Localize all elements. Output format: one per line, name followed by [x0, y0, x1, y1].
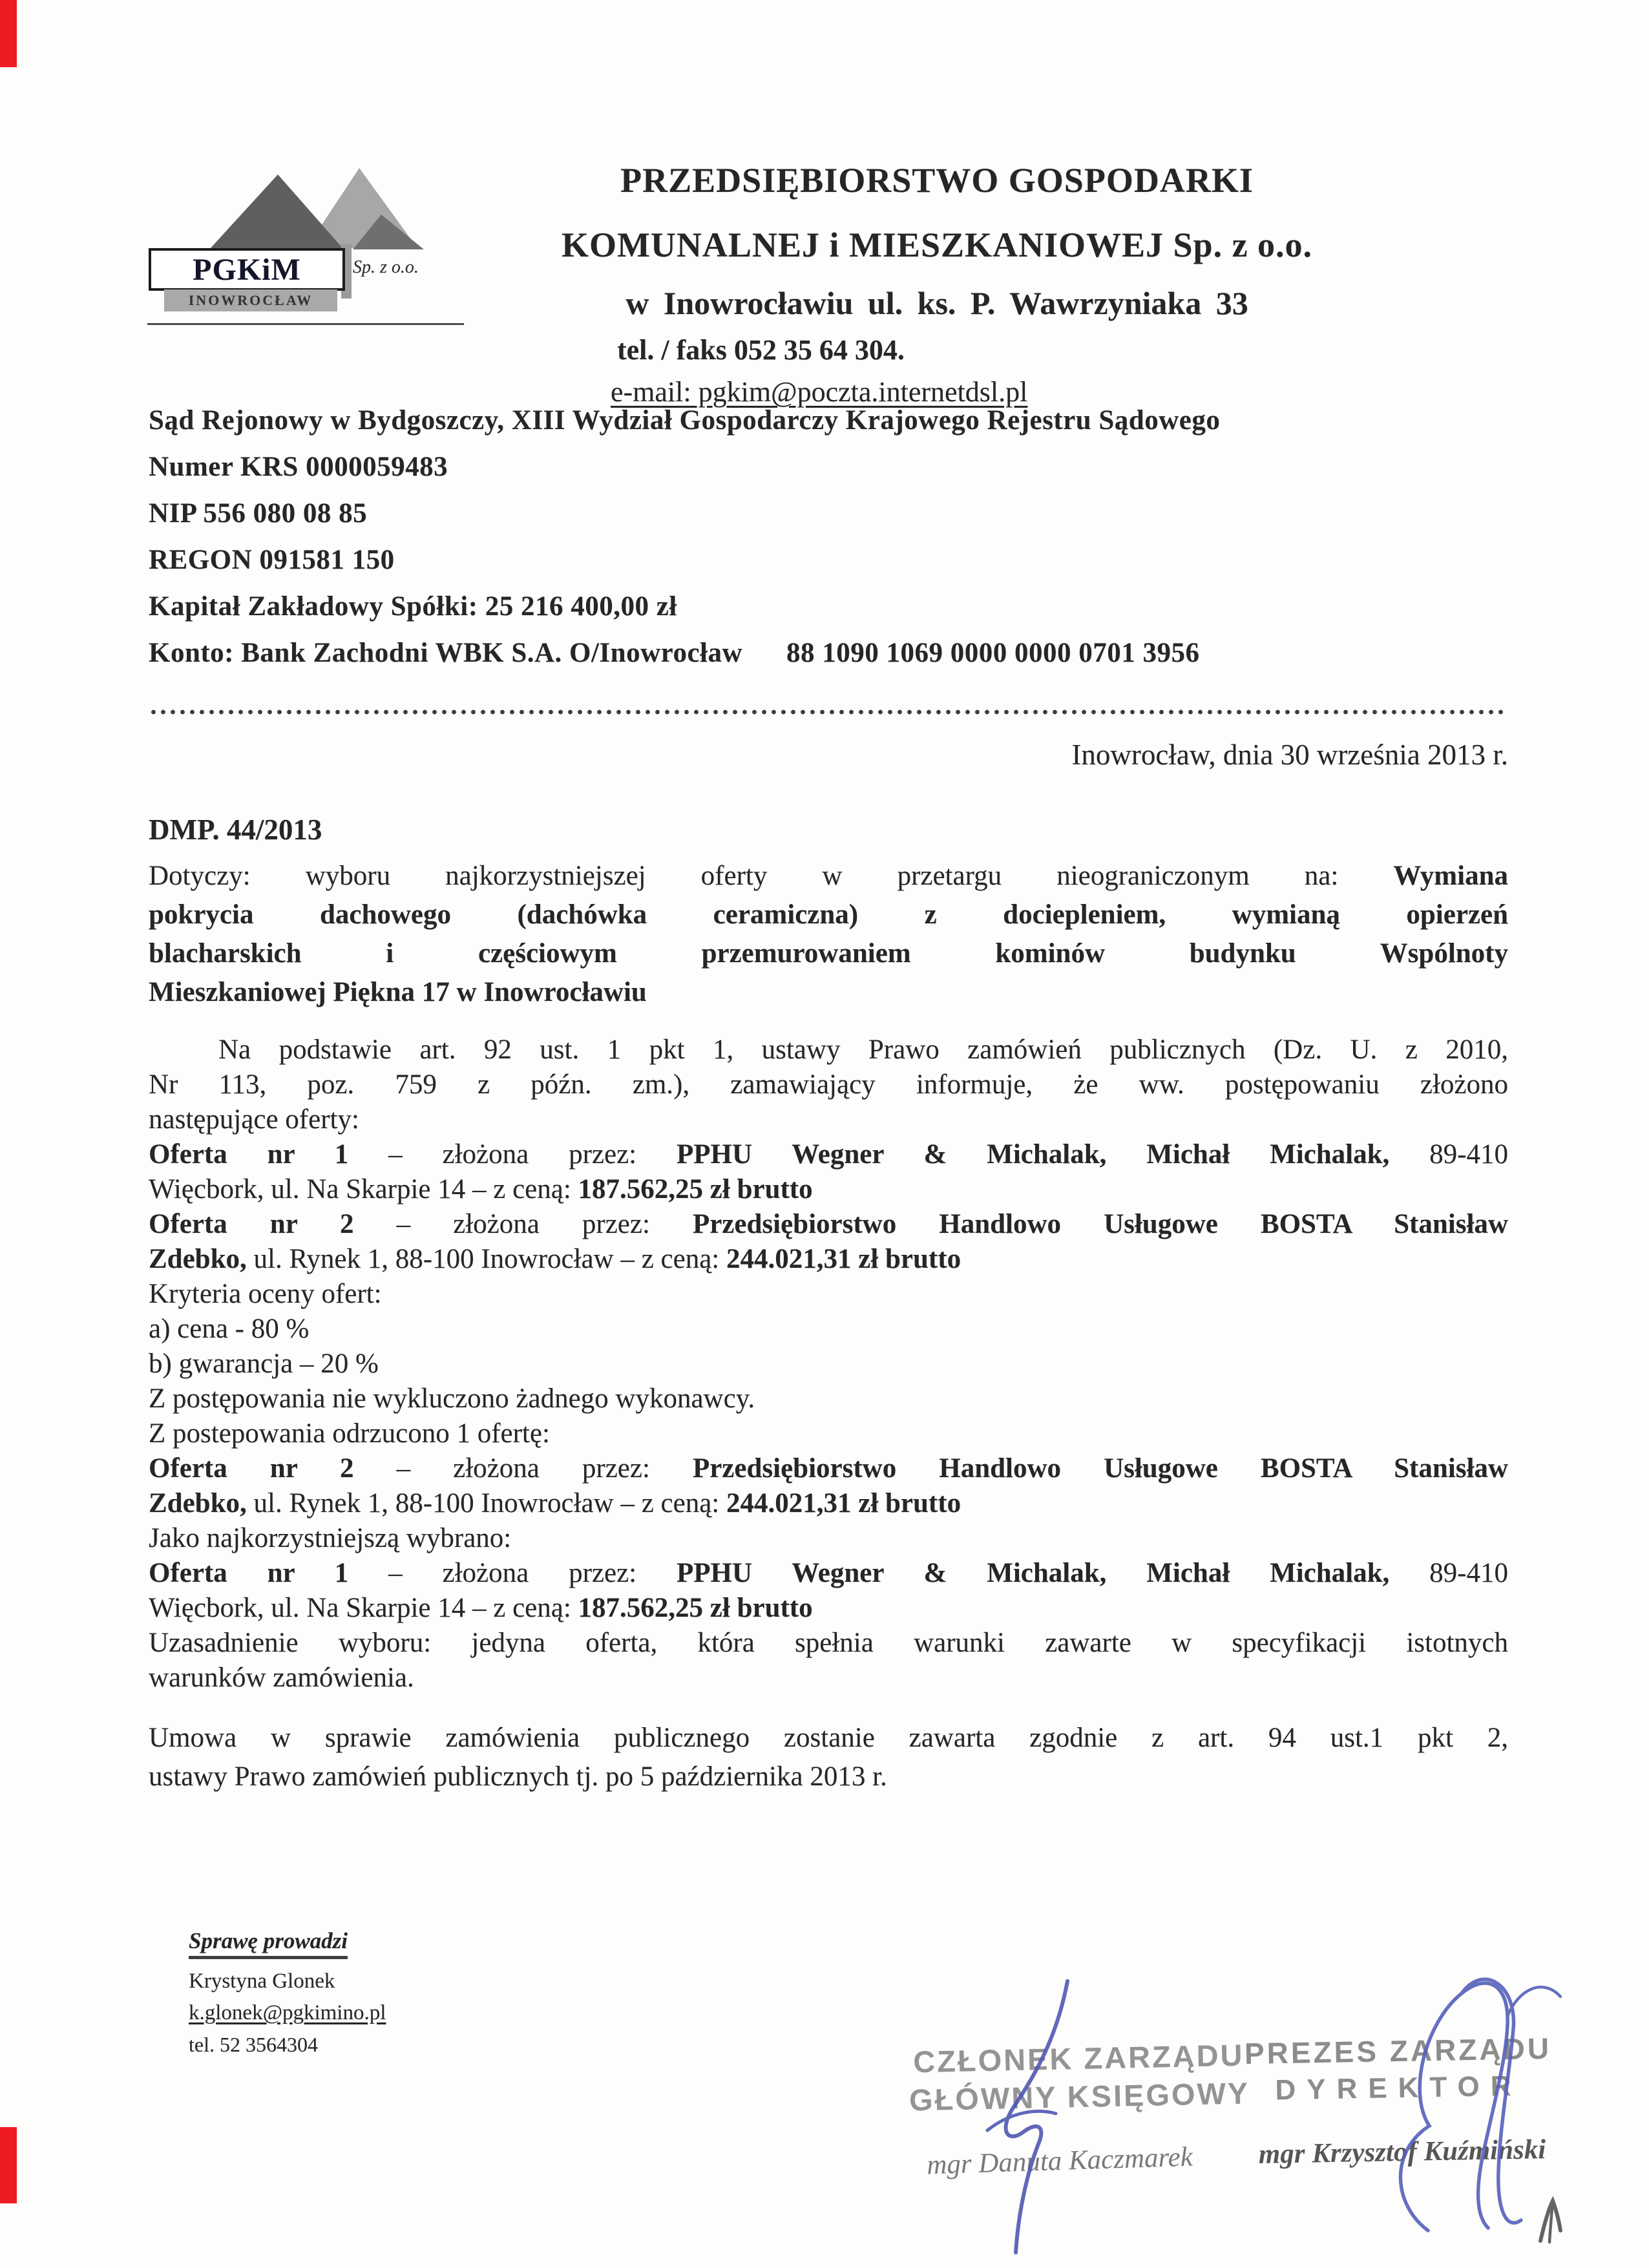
- registry-regon: REGON 091581 150: [149, 545, 395, 575]
- company-name-line2: KOMUNALNEJ i MIESZKANIOWEJ Sp. z o.o.: [561, 226, 1313, 264]
- registry-info: [149, 404, 1531, 684]
- company-logo: [147, 163, 470, 318]
- bank-account-number: 88 1090 1069 0000 0000 0701 3956: [786, 638, 1200, 668]
- text-line: a) cena - 80 %: [149, 1314, 310, 1344]
- logo-city-bar: [164, 289, 337, 311]
- letterhead: [452, 160, 1422, 408]
- text-line: Oferta nr 1 – złożona przez: PPHU Wegner & Michalak, Michał Michalak, 89-410: [149, 1139, 1508, 1170]
- case-handler-phone: tel. 52 3564304: [189, 2033, 318, 2056]
- case-handler-email: k.glonek@pgkimino.pl: [189, 2001, 386, 2024]
- case-handler-heading: Sprawę prowadzi: [189, 1928, 348, 1959]
- text-line: Na podstawie art. 92 ust. 1 pkt 1, ustawy Prawo zamówień publicznych (Dz. U. z 2010,: [218, 1034, 1508, 1065]
- text-line: Oferta nr 2 – złożona przez: Przedsiębiorstwo Handlowo Usługowe BOSTA Stanisław: [149, 1453, 1508, 1484]
- registry-krs: Numer KRS 0000059483: [149, 452, 448, 482]
- text-line: następujące oferty:: [149, 1104, 359, 1135]
- page-corner-mark: [1540, 2201, 1560, 2242]
- text-line: Z postepowania odrzucono 1 ofertę:: [149, 1418, 550, 1449]
- logo-city: INOWROCŁAW: [188, 292, 313, 308]
- text-line: Umowa w sprawie zamówienia publicznego zostanie zawarta zgodnie z art. 94 ust.1 pkt 2,: [149, 1723, 1508, 1753]
- stamp-right-title1: PREZES ZARZĄDU: [1244, 2031, 1552, 2071]
- text-line: ustawy Prawo zamówień publicznych tj. po 5 października 2013 r.: [149, 1761, 887, 1792]
- text-line: blacharskich i częściowym przemurowaniem kominów budynku Wspólnoty: [149, 938, 1508, 969]
- stamp-right-name: mgr Krzysztof Kuźmiński: [1258, 2134, 1546, 2170]
- logo-wordmark: PGKiM: [193, 252, 301, 287]
- text-line: Z postępowania nie wykluczono żadnego wykonawcy.: [149, 1383, 755, 1414]
- company-address: w Inowrocławiu ul. ks. P. Wawrzyniaka 33: [625, 285, 1248, 321]
- scan-edge-artifact-bottom: [0, 2127, 17, 2203]
- text-line: Oferta nr 2 – złożona przez: Przedsiębiorstwo Handlowo Usługowe BOSTA Stanisław: [149, 1209, 1508, 1239]
- text-line: Zdebko, ul. Rynek 1, 88-100 Inowrocław – z ceną: 244.021,31 zł brutto: [149, 1488, 961, 1518]
- text-line: warunków zamówienia.: [149, 1663, 414, 1693]
- reference-number: DMP. 44/2013: [149, 814, 322, 846]
- case-handler-name: Krystyna Glonek: [189, 1969, 335, 1993]
- text-line: Uzasadnienie wyboru: jedyna oferta, która spełnia warunki zawarte w specyfikacji istotnych: [149, 1628, 1508, 1658]
- company-email: e-mail: pgkim@poczta.internetdsl.pl: [611, 376, 1028, 408]
- logo-wordmark-box: [149, 248, 345, 291]
- registry-capital: Kapitał Zakładowy Spółki: 25 216 400,00 zł: [149, 591, 677, 622]
- stamp-left-title2: GŁÓWNY KSIĘGOWY: [909, 2075, 1250, 2117]
- body-paragraphs: [149, 1033, 1508, 1696]
- case-handler-block: [189, 1928, 386, 2057]
- stamp-left-title1: CZŁONEK ZARZĄDU: [912, 2037, 1245, 2079]
- scan-edge-artifact-top: [0, 0, 17, 67]
- company-name-line1: PRZEDSIĘBIORSTWO GOSPODARKI: [620, 161, 1254, 200]
- text-line: Zdebko, ul. Rynek 1, 88-100 Inowrocław – z ceną: 244.021,31 zł brutto: [149, 1244, 961, 1274]
- text-line: Mieszkaniowej Piękna 17 w Inowrocławiu: [149, 977, 647, 1007]
- date-line: Inowrocław, dnia 30 września 2013 r.: [1071, 739, 1508, 771]
- dotted-separator: [149, 709, 1508, 715]
- text-line: Dotyczy: wyboru najkorzystniejszej oferty w przetargu nieograniczonym na: Wymiana: [149, 861, 1508, 891]
- registry-nip: NIP 556 080 08 85: [149, 498, 368, 529]
- text-line: Nr 113, poz. 759 z późn. zm.), zamawiający informuje, że ww. postępowaniu złożono: [149, 1069, 1508, 1100]
- text-line: Kryteria oceny ofert:: [149, 1279, 382, 1309]
- bank-account-label: Konto: Bank Zachodni WBK S.A. O/Inowrocław: [149, 638, 743, 668]
- subject-paragraph: [149, 857, 1508, 1012]
- logo-suffix: Sp. z o.o.: [353, 257, 419, 277]
- stamp-member-of-board: [877, 2035, 1281, 2119]
- contract-paragraph: [149, 1719, 1508, 1796]
- text-line: Jako najkorzystniejszą wybrano:: [149, 1523, 512, 1553]
- stamp-left-name: mgr Danuta Kaczmarek: [926, 2141, 1193, 2181]
- text-line: b) gwarancja – 20 %: [149, 1349, 379, 1379]
- text-line: Oferta nr 1 – złożona przez: PPHU Wegner & Michalak, Michał Michalak, 89-410: [149, 1558, 1508, 1588]
- logo-underline-rule: [147, 323, 464, 325]
- text-line: Więcbork, ul. Na Skarpie 14 – z ceną: 187.562,25 zł brutto: [149, 1174, 813, 1204]
- mountains-icon: [209, 163, 429, 253]
- registry-court: Sąd Rejonowy w Bydgoszczy, XIII Wydział Gospodarczy Krajowego Rejestru Sądowego: [149, 405, 1221, 436]
- stamp-right-title2: DYREKTOR: [1275, 2070, 1522, 2106]
- company-phone: tel. / faks 052 35 64 304.: [617, 334, 905, 366]
- registry-bank-account: [149, 637, 1531, 669]
- stamp-president-of-board: [1235, 2030, 1562, 2110]
- text-line: Więcbork, ul. Na Skarpie 14 – z ceną: 187.562,25 zł brutto: [149, 1593, 813, 1623]
- text-line: pokrycia dachowego (dachówka ceramiczna) z dociepleniem, wymianą opierzeń: [149, 899, 1508, 930]
